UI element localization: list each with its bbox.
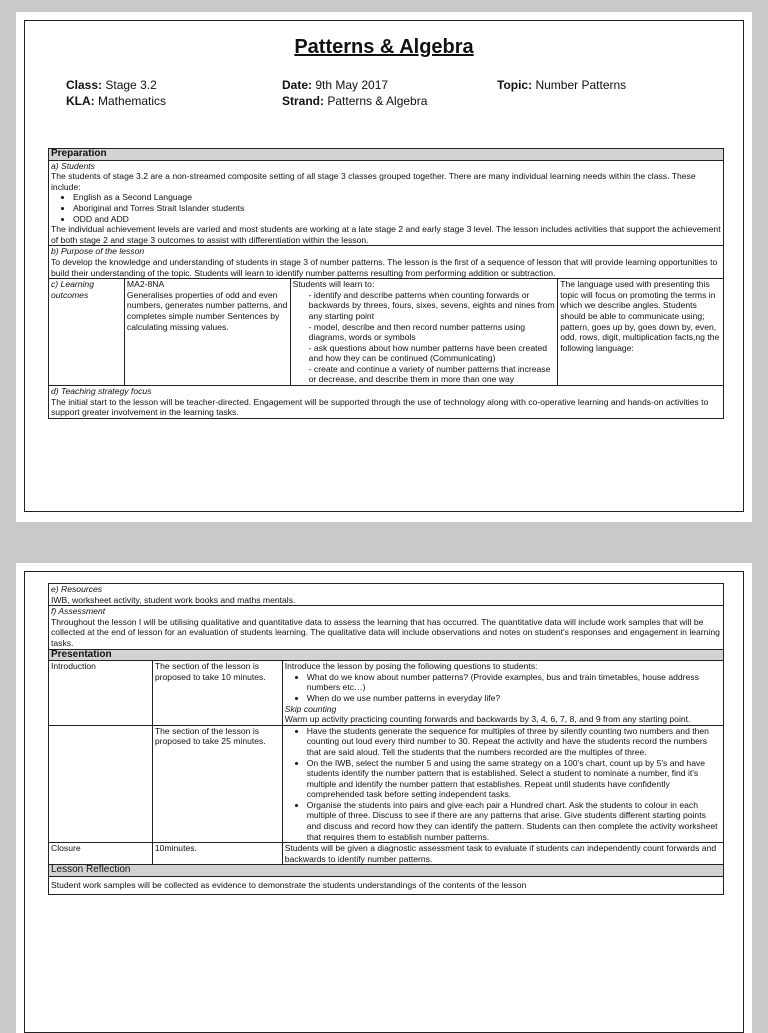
resources-text: IWB, worksheet activity, student work books and maths mentals. [51, 594, 296, 605]
purpose-text: To develop the knowledge and understanding of students in stage 3 of number patterns. The lesson is the first of a sequence of lesson that will provide learning opportunities to build their understanding of the topic. Students will learn to identify number patterns resulting from performing addition or subtraction. [51, 256, 718, 278]
reflection-heading: Lesson Reflection [49, 865, 724, 877]
preparation-table [48, 148, 724, 419]
outcome-cell [124, 279, 290, 386]
closure-time: 10minutes. [152, 843, 282, 865]
needs-list [51, 192, 721, 224]
assessment-section [49, 606, 724, 649]
presentation-heading: Presentation [49, 649, 724, 661]
closure-label: Closure [49, 843, 153, 865]
outcome-text: Generalises properties of odd and even numbers, generates number patterns, and completes simple number Sentences by calculating missing values. [126, 289, 288, 332]
list-item: • Have the students generate the sequence for multiples of three by silently counting two numbers and then counting out loud every third number to 30. Repeat the activity and have the students record the numbers that are said aloud. Tell the students that the numbers recorded are the multiples of three. [307, 726, 721, 758]
students-text: The students of stage 3.2 are a non-streamed composite setting of all stage 3 classes grouped together. There are many individual learning needs within the class. These include: [51, 171, 696, 192]
strategy-label: d) Teaching strategy focus [51, 386, 152, 397]
language-cell: The language used with presenting this topic will focus on promoting the terms in which we describe angles. Students should be able to communicate using; pattern, goes up by, goes down by, even, odd, rows, digit, multiplication facts,ng the following language: [558, 279, 724, 386]
learn-cell [290, 279, 558, 386]
topic-field: Topic: Number Patterns [497, 78, 627, 92]
presentation-table [48, 583, 724, 895]
strategy-text: The initial start to the lesson will be teacher-directed. Engagement will be supported through the use of technology along with co-operative learning and hands-on activities to support greater involvement in the learning tasks. [51, 396, 709, 418]
reflection-text: Student work samples will be collected as evidence to demonstrate the students understandings of the contents of the lesson [49, 877, 724, 895]
introduction-label: Introduction [49, 661, 153, 726]
students-text-2: The individual achievement levels are varied and most students are working at a late stage 2 and early stage 3 level. The lesson includes activities that support the achievement of both stage 2 and stage 3 outcomes to assist with differentiation within the lesson. [51, 224, 721, 245]
list-item: • Organise the students into pairs and give each pair a Hundred chart. Ask the students to colour in each multiple of three. Discuss to see if there are any patterns that arise. Give students different starting points and discuss and record how they can identify the pattern. Students can then complete the activity worksheet that requires them to establish number patterns. [307, 800, 721, 842]
students-section [49, 160, 724, 246]
strand-field: Strand: Patterns & Algebra [282, 94, 428, 108]
body-label [49, 725, 153, 843]
outcome-code: MA2-8NA [126, 279, 165, 290]
introduction-content [282, 661, 723, 726]
list-item: - create and continue a variety of number patterns that increase or decrease, and describe them in more than one way [308, 363, 551, 385]
students-label: a) Students [51, 160, 95, 171]
list-item: • When do we use number patterns in everyday life? [307, 693, 721, 704]
skip-counting-text: Warm up activity practicing counting forwards and backwards by 3, 4, 6, 7, 8, and 9 from any starting point. [284, 714, 691, 725]
assessment-label: f) Assessment [51, 606, 106, 617]
introduction-time: The section of the lesson is proposed to take 10 minutes. [152, 661, 282, 726]
list-item: • What do we know about number patterns? (Provide examples, bus and train timetables, house address numbers etc…) [307, 672, 721, 693]
body-time: The section of the lesson is proposed to take 25 minutes. [152, 725, 282, 843]
date-field: Date: 9th May 2017 [282, 78, 389, 92]
kla-field: KLA: Mathematics [66, 94, 167, 108]
body-list [285, 726, 721, 843]
document-page-2 [16, 563, 752, 1033]
list-item: - model, describe and then record number patterns using diagrams, words or symbols [308, 321, 526, 343]
learn-heading: Students will learn to: [292, 279, 375, 290]
list-item: • ODD and ADD [73, 214, 721, 225]
assessment-text: Throughout the lesson I will be utilising qualitative and quantitative data to assess the learning that has occurred. The quantitative data will include work samples that will be collected at the end of lesson for an evaluation of students learning. The qualitative data will include observations and notes on student's responses and engagement in learning tasks. [51, 616, 720, 648]
page-title: Patterns & Algebra [294, 36, 474, 58]
list-item: - identify and describe patterns when counting forwards or backwards by threes, fours, sixes, sevens, eights and nines from any starting point [308, 289, 555, 321]
outcomes-label: c) Learning outcomes [49, 279, 125, 386]
resources-label: e) Resources [51, 584, 103, 594]
strategy-section [49, 386, 724, 419]
closure-text: Students will be given a diagnostic assessment task to evaluate if students can independently count forwards and backwards to identify number patterns. [282, 843, 723, 865]
class-field: Class: Stage 3.2 [66, 78, 157, 92]
intro-list [285, 672, 721, 704]
list-item: • Aboriginal and Torres Strait Islander students [73, 203, 721, 214]
purpose-section [49, 246, 724, 279]
skip-counting-label: Skip counting [284, 703, 337, 714]
intro-lead: Introduce the lesson by posing the following questions to students: [284, 661, 538, 672]
preparation-heading: Preparation [49, 149, 724, 161]
resources-section [49, 584, 724, 606]
document-page-1 [16, 12, 752, 522]
list-item: • English as a Second Language [73, 192, 721, 203]
purpose-label: b) Purpose of the lesson [51, 246, 145, 257]
list-item: - ask questions about how number patterns have been created and how they can be continued (Communicating) [308, 342, 548, 364]
body-content [282, 725, 723, 843]
list-item: • On the IWB, select the number 5 and using the same strategy on a 100's chart, count up by 5's and have students identify the number pattern that is established. Select a student to nominate a number, find it's multiple and identify the number pattern that establishes. Repeat until students have confidently comprehended task before setting independent tasks. [307, 758, 721, 800]
